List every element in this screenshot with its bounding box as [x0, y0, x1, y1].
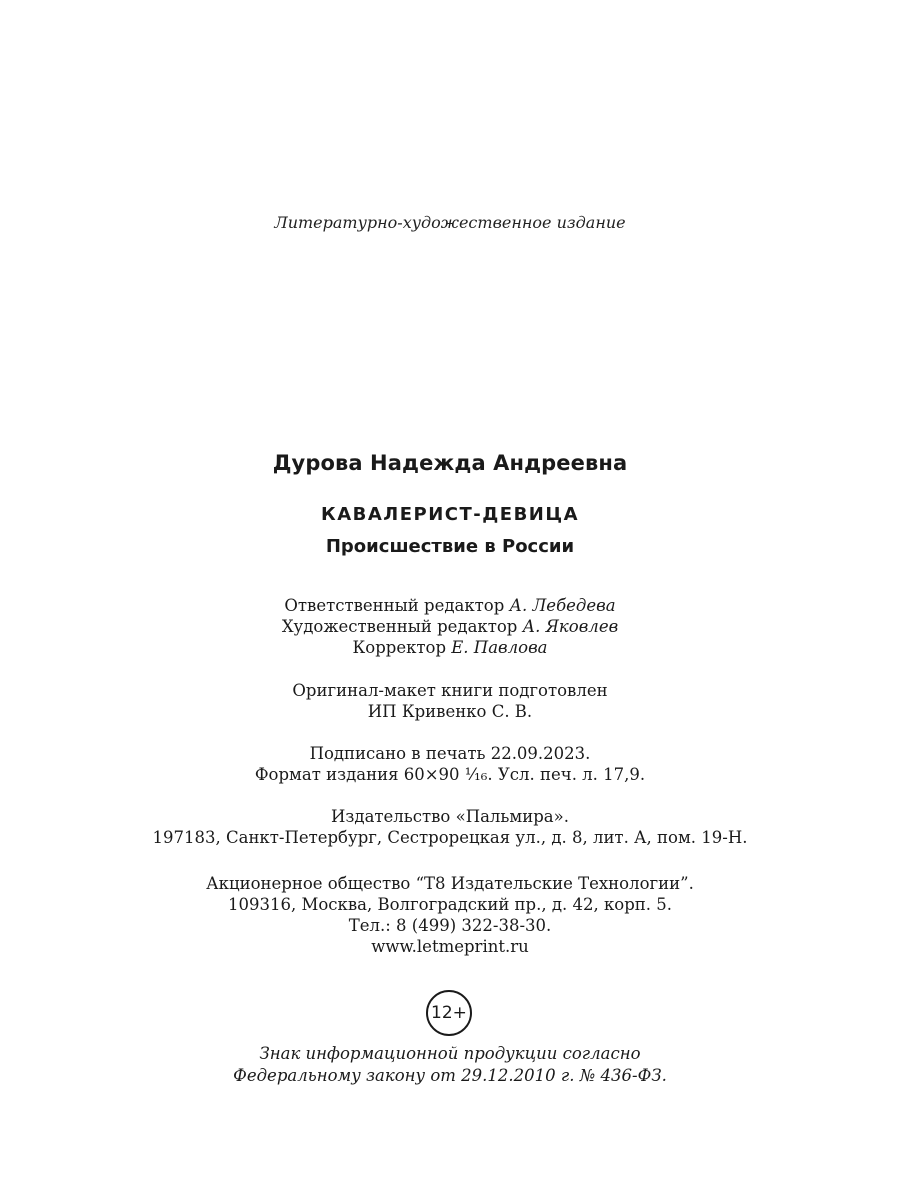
layout-line: ИП Кривенко С. В.: [367, 702, 533, 721]
credits-block: [0, 595, 900, 658]
book-subtitle: Происшествие в России: [325, 536, 575, 557]
print-info-block: [0, 743, 900, 785]
credit-person: Е. Павлова: [451, 638, 548, 657]
layout-line: Оригинал-макет книги подготовлен: [292, 681, 608, 700]
credit-role: Ответственный редактор: [284, 596, 510, 615]
notice-line: Федеральному закону от 29.12.2010 г. № 436-ФЗ.: [233, 1066, 667, 1085]
credit-person: А. Лебедева: [509, 596, 616, 615]
credit-line-editor: [0, 595, 900, 616]
printer-name: Акционерное общество “Т8 Издательские Технологии”.: [206, 874, 694, 893]
author-name: Дурова Надежда Андреевна: [272, 451, 628, 475]
format-line: Формат издания 60×90 ¹⁄₁₆. Усл. печ. л. 17,9.: [254, 765, 646, 784]
printer-block: [0, 873, 900, 957]
publisher-address: 197183, Санкт-Петербург, Сестрорецкая ул., д. 8, лит. А, пом. 19-Н.: [152, 828, 748, 847]
book-title: КАВАЛЕРИСТ-ДЕВИЦА: [321, 504, 579, 525]
legal-notice: [0, 1043, 900, 1087]
credit-line-proofreader: [0, 637, 900, 658]
edition-type: Литературно-художественное издание: [274, 213, 626, 232]
notice-line: Знак информационной продукции согласно: [259, 1044, 641, 1063]
signed-date-line: Подписано в печать 22.09.2023.: [309, 744, 591, 763]
credit-role: Корректор: [352, 638, 452, 657]
printer-address: 109316, Москва, Волгоградский пр., д. 42, корп. 5.: [227, 895, 673, 914]
credit-role: Художественный редактор: [281, 617, 523, 636]
age-rating-badge: 12+: [426, 990, 472, 1036]
publisher-name: Издательство «Пальмира».: [331, 807, 569, 826]
printer-phone: Тел.: 8 (499) 322-38-30.: [348, 916, 552, 935]
credit-line-art-editor: [0, 616, 900, 637]
layout-block: [0, 680, 900, 722]
publisher-block: [0, 806, 900, 848]
printer-website: www.letmeprint.ru: [371, 937, 529, 956]
credit-person: А. Яковлев: [522, 617, 619, 636]
